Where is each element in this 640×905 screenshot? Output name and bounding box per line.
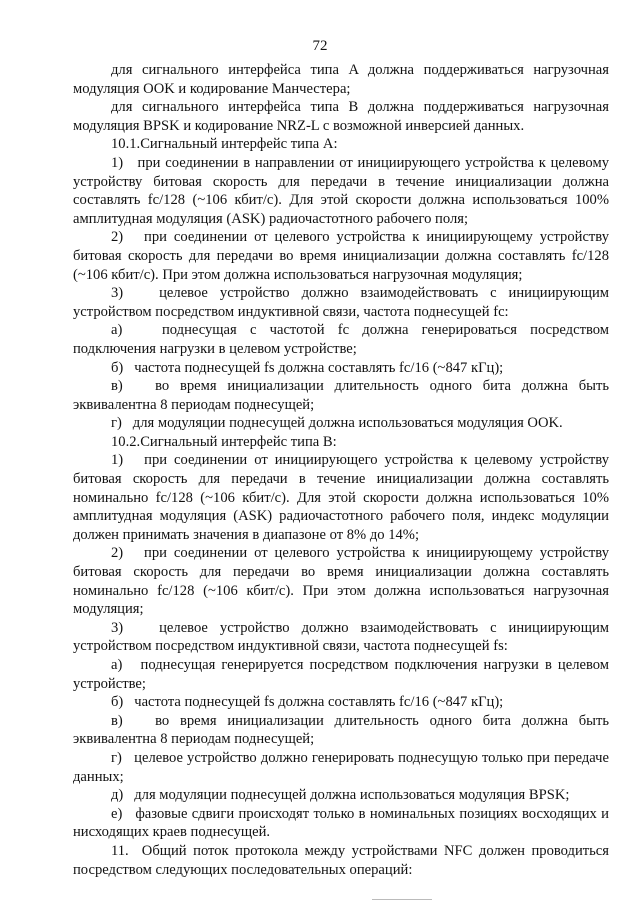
- list-item-b-3-a: а) поднесущая генерируется посредством подключения нагрузки в целевом устройстве;: [73, 657, 609, 692]
- list-item-a-3: 3) целевое устройство должно взаимодействовать с инициирующим устройством посредством индуктивной связи, частота поднесущей fc:: [73, 285, 609, 320]
- section-heading-10-2: 10.2.Сигнальный интерфейс типа B:: [111, 433, 337, 450]
- list-item-b-2: 2) при соединении от целевого устройства к инициирующему устройству битовая скорость для передачи во время инициализации должна составлять номинально fc/128 (~106 кбит/с). При этом должна использоваться нагрузочная модуляция;: [73, 545, 609, 618]
- list-item-a-3-g: г) для модуляции поднесущей должна использоваться модуляция OOK.: [111, 415, 563, 432]
- section-heading-11: 11. Общий поток протокола между устройствами NFC должен проводиться посредством следующих последовательных операций:: [73, 842, 609, 878]
- list-item-b-3-g: г) целевое устройство должно генерировать поднесущую только при передаче данных;: [73, 749, 609, 785]
- list-item-a-2: 2) при соединении от целевого устройства к инициирующему устройству битовая скорость для передачи во время инициализации должна составлять fc/128 (~106 кбит/с). При этом должна использоваться нагрузочная модуляция;: [73, 229, 609, 283]
- list-item-b-3-b: б) частота поднесущей fs должна составлять fc/16 (~847 кГц);: [111, 694, 504, 711]
- list-item-b-3-d: д) для модуляции поднесущей должна использоваться модуляция BPSK;: [111, 787, 570, 804]
- list-item-a-3-b: б) частота поднесущей fs должна составлять fc/16 (~847 кГц);: [111, 359, 504, 376]
- list-item-b-3: 3) целевое устройство должно взаимодействовать с инициирующим устройством посредством индуктивной связи, частота поднесущей fs:: [73, 619, 609, 655]
- list-item-b-1: 1) при соединении от инициирующего устройства к целевому устройству битовая скорость для передачи в течение инициализации должна составлять номинально fc/128 (~106 кбит/с). Для этой скорости должна использоваться 10% амплитудная модуляция (ASK) радиочастотного рабочего поля, индекс модуляции должен принимать значения в диапазоне от 8% до 14%;: [73, 452, 609, 543]
- list-item-b-3-v: в) во время инициализации длительность одного бита должна быть эквивалентна 8 периодам поднесущей;: [73, 712, 609, 748]
- page-number: 72: [312, 38, 328, 54]
- section-heading-10-1: 10.1.Сигнальный интерфейс типа A:: [111, 136, 338, 153]
- document-body: [73, 61, 609, 879]
- paragraph-type-b-modulation: для сигнального интерфейса типа B должна поддерживаться нагрузочная модуляция BPSK и кодирование NRZ-L с возможной инверсией данных.: [73, 99, 609, 134]
- list-item-a-3-v: в) во время инициализации длительность одного бита должна быть эквивалентна 8 периодам поднесущей;: [73, 378, 609, 413]
- list-item-a-1: 1) при соединении в направлении от инициирующего устройства к целевому устройству битовая скорость для передачи в течение инициализации должна составлять fc/128 (~106 кбит/с). Для этой скорости должна использоваться 100% амплитудная модуляция (ASK) радиочастотного рабочего поля;: [73, 154, 609, 227]
- list-item-a-3-a: а) поднесущая с частотой fc должна генерироваться посредством подключения нагрузки в целевом устройстве;: [73, 322, 609, 357]
- scan-artifact-line: [372, 899, 432, 900]
- paragraph-type-a-modulation: для сигнального интерфейса типа A должна поддерживаться нагрузочная модуляция OOK и кодирование Манчестера;: [73, 62, 609, 97]
- list-item-b-3-e: е) фазовые сдвиги происходят только в номинальных позициях восходящих и нисходящих краев поднесущей.: [73, 805, 609, 841]
